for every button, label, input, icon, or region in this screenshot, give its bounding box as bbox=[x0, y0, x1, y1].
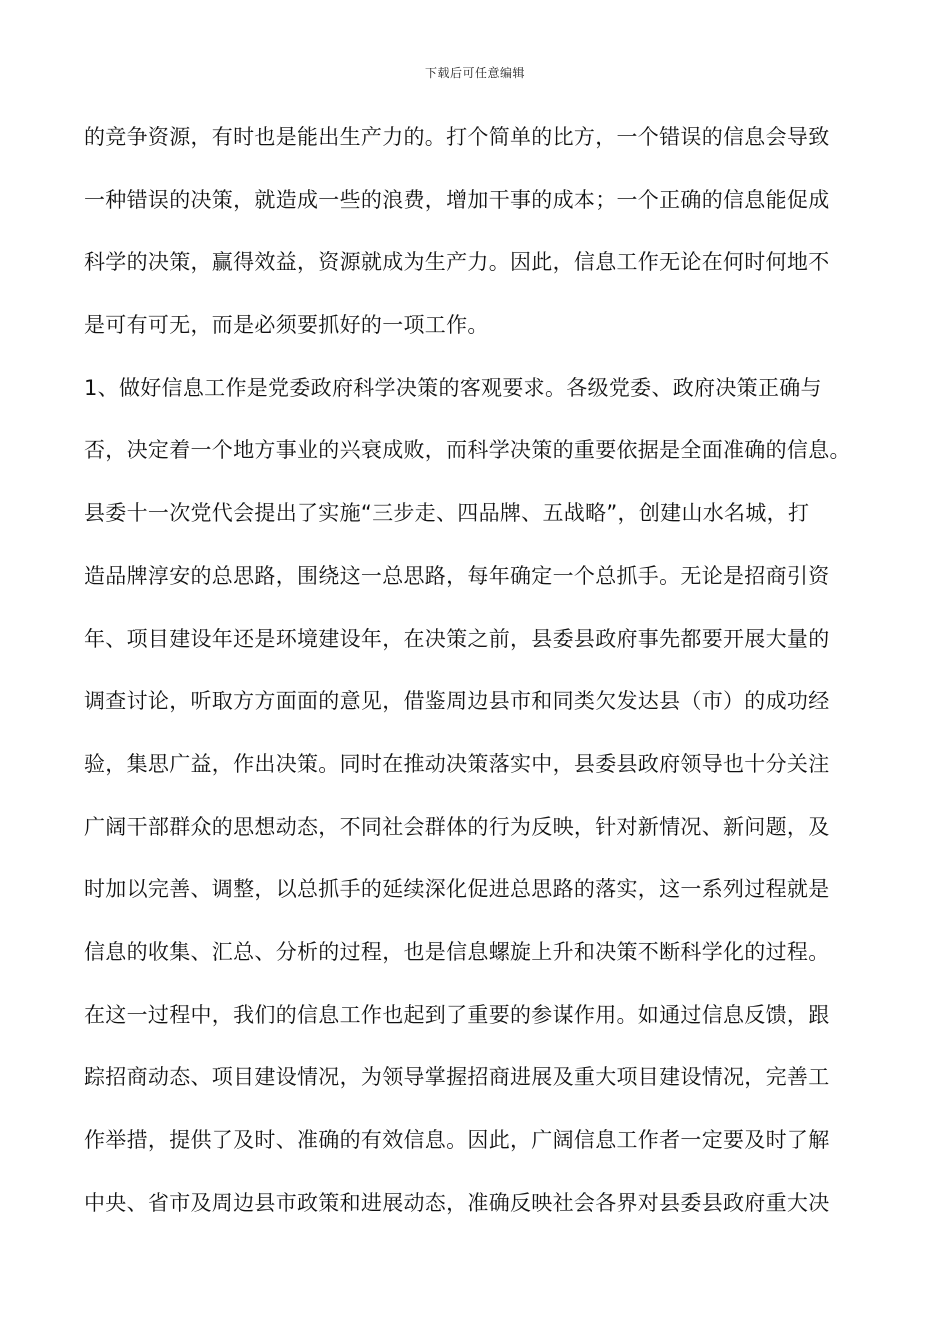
text-line: 中央、省市及周边县市政策和进展动态，准确反映社会各界对县委县政府重大决 bbox=[84, 1190, 830, 1215]
text-line: 否，决定着一个地方事业的兴衰成败，而科学决策的重要依据是全面准确的信息。 bbox=[84, 438, 851, 463]
text-line: 科学的决策，赢得效益，资源就成为生产力。因此，信息工作无论在何时何地不 bbox=[84, 250, 830, 275]
text-line: 在这一过程中，我们的信息工作也起到了重要的参谋作用。如通过信息反馈，跟 bbox=[84, 1002, 830, 1027]
text-line: 的竞争资源，有时也是能出生产力的。打个简单的比方，一个错误的信息会导致 bbox=[84, 125, 830, 149]
page-header: 下载后可任意编辑 bbox=[424, 66, 525, 80]
text-line: 验，集思广益，作出决策。同时在推动决策落实中，县委县政府领导也十分关注 bbox=[84, 751, 830, 776]
text-line: 1、做好信息工作是党委政府科学决策的客观要求。各级党委、政府决策正确与 bbox=[84, 375, 822, 400]
text-line: 作举措，提供了及时、准确的有效信息。因此，广阔信息工作者一定要及时了解 bbox=[84, 1128, 830, 1152]
text-line: 广阔干部群众的思想动态，不同社会群体的行为反映，针对新情况、新问题，及 bbox=[84, 814, 830, 839]
text-line: 时加以完善、调整，以总抓手的延续深化促进总思路的落实，这一系列过程就是 bbox=[84, 877, 830, 902]
text-line: 县委十一次党代会提出了实施“三步走、四品牌、五战略”，创建山水名城，打 bbox=[84, 501, 810, 526]
text-line: 一种错误的决策，就造成一些的浪费，增加干事的成本；一个正确的信息能促成 bbox=[84, 187, 830, 212]
text-line: 是可有可无，而是必须要抓好的一项工作。 bbox=[84, 313, 489, 338]
text-line: 调查讨论，听取方方面面的意见，借鉴周边县市和同类欠发达县（市）的成功经 bbox=[84, 689, 830, 714]
text-line: 造品牌淳安的总思路，围绕这一总思路，每年确定一个总抓手。无论是招商引资 bbox=[84, 563, 830, 588]
body-text bbox=[84, 118, 884, 1246]
text-line: 信息的收集、汇总、分析的过程，也是信息螺旋上升和决策不断科学化的过程。 bbox=[84, 939, 830, 964]
text-line: 踪招商动态、项目建设情况，为领导掌握招商进展及重大项目建设情况，完善工 bbox=[84, 1065, 830, 1090]
text-line: 年、项目建设年还是环境建设年，在决策之前，县委县政府事先都要开展大量的 bbox=[84, 626, 830, 651]
